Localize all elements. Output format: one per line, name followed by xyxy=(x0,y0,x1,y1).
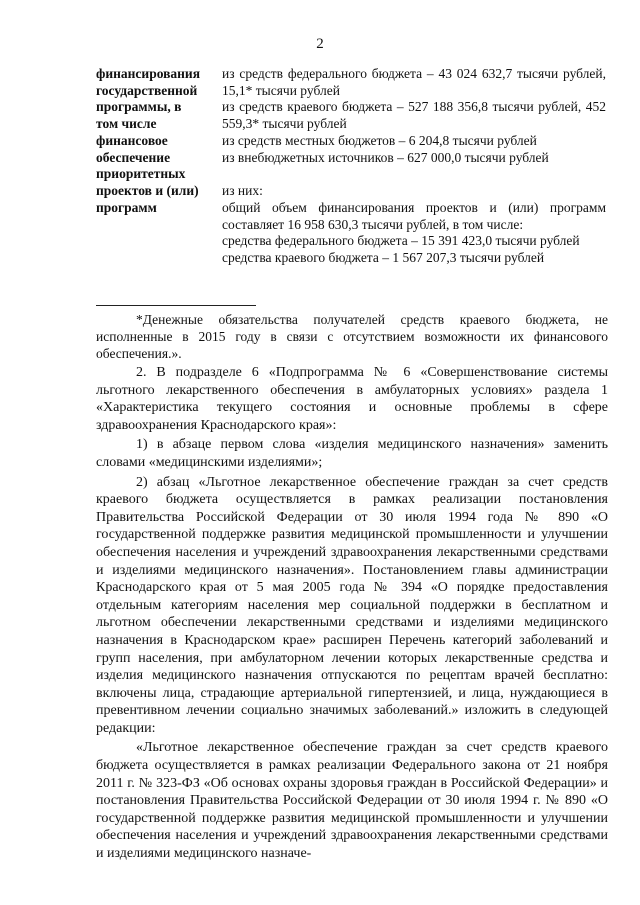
financing-federal: из средств федерального бюджета – 43 024 632,7 тысячи рублей, 15,1* тысячи рублей xyxy=(222,66,606,98)
financing-label-line: проектов и (или) xyxy=(96,182,199,198)
financing-local: из средств местных бюджетов – 6 204,8 тысячи рублей xyxy=(222,132,537,148)
financing-label-line: финансовое xyxy=(96,132,168,148)
financing-projects-regional: средства краевого бюджета – 1 567 207,3 тысячи рублей xyxy=(222,250,545,266)
financing-details xyxy=(222,66,606,267)
financing-projects-federal: средства федерального бюджета – 15 391 423,0 тысячи рублей xyxy=(222,233,580,249)
financing-total-projects: общий объем финансирования проектов и (или) программ составляет 16 958 630,3 тысячи рублей, в том числе: xyxy=(222,199,606,232)
paragraph: 2) абзац «Льготное лекарственное обеспечение граждан за счет средств краевого бюджета осуществляется в рамках реализации постановления Правительства Российской Федерации от 30 июля 1994 года № 890 «О государственной поддержке развития медицинской промышленности и улучшении обеспечения населения и учреждений здравоохранения лекарственными средствами и изделиями медицинского назначения». Постановлением главы администрации Краснодарского края от 5 мая 2005 года № 394 «О порядке предоставления отдельным категориям населения мер социальной поддержки в бесплатном и льготном обеспечении лекарственными средствами и изделиями медицинского назначения в Краснодарском крае» расширен Перечень категорий заболеваний и групп населения, при амбулаторном лечении которых лекарственные средства и изделия медицинского назначения отпускаются по рецептам врачей бесплатно: включены лица, страдающие артериальной гипертензией, и лица, нуждающиеся в превентивном лечении социально значимых заболеваний.» изложить в следующей редакции: xyxy=(96,474,608,736)
financing-label-line: приоритетных xyxy=(96,166,186,182)
financing-label-line: том числе xyxy=(96,116,157,132)
financing-label-line: программы, в xyxy=(96,99,182,115)
financing-label xyxy=(96,66,218,216)
footnote-separator xyxy=(96,305,256,306)
paragraph: «Льготное лекарственное обеспечение граждан за счет средств краевого бюджета осуществляется в рамках реализации Федерального закона от 21 ноября 2011 г. № 323-ФЗ «Об основах охраны здоровья граждан в Российской Федерации» и постановления Правительства Российской Федерации от 30 июля 1994 г. № 890 «О государственной поддержке развития медицинской промышленности и улучшении обеспечения населения и учреждений здравоохранения лекарственными средствами и изделиями медицинского назначе- xyxy=(96,740,608,862)
financing-label-line: финансирования xyxy=(96,66,201,81)
financing-label-line: государственной xyxy=(96,82,198,98)
financing-of-them: из них: xyxy=(222,183,263,199)
footnote: *Денежные обязательства получателей средств краевого бюджета, не исполненные в 2015 году в связи с отсутствием возможности их финансового обеспечения.». xyxy=(96,312,608,361)
page-number: 2 xyxy=(316,36,324,52)
financing-regional: из средств краевого бюджета – 527 188 356,8 тысячи рублей, 452 559,3* тысячи рублей xyxy=(222,99,606,132)
financing-label-line: программ xyxy=(96,199,157,215)
body-text xyxy=(96,364,608,865)
paragraph: 2. В подразделе 6 «Подпрограмма № 6 «Совершенствование системы льготного лекарственного обеспечения в амбулаторных условиях» раздела 1 «Характеристика текущего состояния и основные проблемы в сфере здравоохранения Краснодарского края»: xyxy=(96,365,608,433)
financing-label-line: обеспечение xyxy=(96,149,171,165)
paragraph: 1) в абзаце первом слова «изделия медицинского назначения» заменить словами «медицинскими изделиями»; xyxy=(96,437,608,470)
financing-extrabudgetary: из внебюджетных источников – 627 000,0 тысячи рублей xyxy=(222,149,549,165)
